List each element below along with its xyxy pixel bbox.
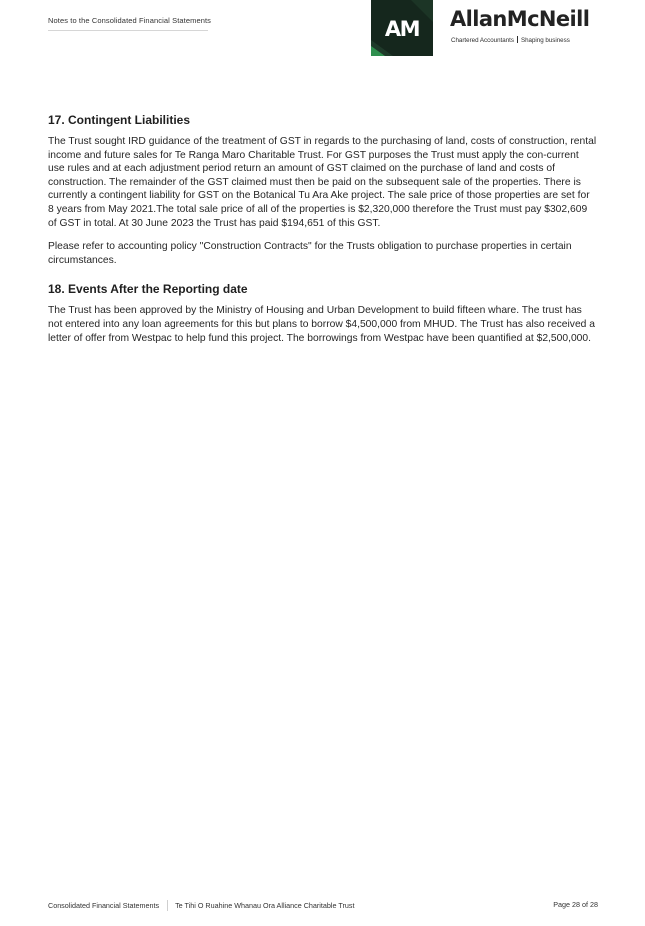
footer-document-title: Consolidated Financial Statements — [48, 901, 160, 910]
section-paragraph: Please refer to accounting policy "Construction Contracts" for the Trusts obligation to purchase properties in certain circumstances. — [48, 241, 572, 266]
page-footer — [48, 900, 598, 911]
section-heading: 17. Contingent Liabilities — [48, 113, 191, 127]
logo-mark-graphic — [371, 0, 433, 56]
logo-mark — [371, 0, 433, 56]
header-rule — [48, 30, 208, 31]
section-events-after-reporting-date — [48, 282, 598, 345]
section-contingent-liabilities — [48, 113, 598, 267]
footer-divider — [167, 900, 168, 911]
logo-tagline — [451, 36, 570, 44]
section-paragraph: The Trust has been approved by the Ministry of Housing and Urban Development to build fifteen whare. The trust has not entered into any loan agreements for this but plans to borrow $4,500,000 from MHUD. The Trust has also received a letter of offer from Westpac to help fund this project. The borrowings from Westpac have been quantified at $2,500,000. — [48, 305, 595, 344]
logo-tagline-left: Chartered Accountants — [451, 37, 514, 44]
section-heading: 18. Events After the Reporting date — [48, 282, 248, 297]
section-paragraph: The Trust sought IRD guidance of the treatment of GST in regards to the purchasing of land, costs of construction, rental income and future sales for Te Ranga Maro Charitable Trust. For GST purposes the Trust must apply the con-current use rules and at each adjustment period return an amount of GST claimed on the purchase of land and costs of construction. The remainder of the GST claimed must then be paid on the subsequent sale of the properties. There is currently a contingent liability for GST on the Botanical Tu Ara Ake project. The sale price of those properties are set for 8 years from May 2021.The total sale price of all of the properties is $2,320,000 therefore the Trust must pay $302,609 of GST in total. At 30 June 2023 the Trust has paid $194,651 of this GST. — [48, 136, 597, 229]
logo-mark-text: AM — [384, 17, 420, 41]
footer-entity-name: Te Tihi O Ruahine Whanau Ora Alliance Charitable Trust — [175, 901, 355, 910]
footer-page-number: Page 28 of 28 — [553, 900, 598, 909]
logo-tagline-right: Shaping business — [520, 37, 570, 44]
document-body — [48, 113, 598, 355]
running-header-title: Notes to the Consolidated Financial Statements — [48, 16, 212, 25]
logo-tagline-separator — [517, 36, 518, 43]
logo-wordmark: AllanMcNeill — [450, 7, 590, 31]
